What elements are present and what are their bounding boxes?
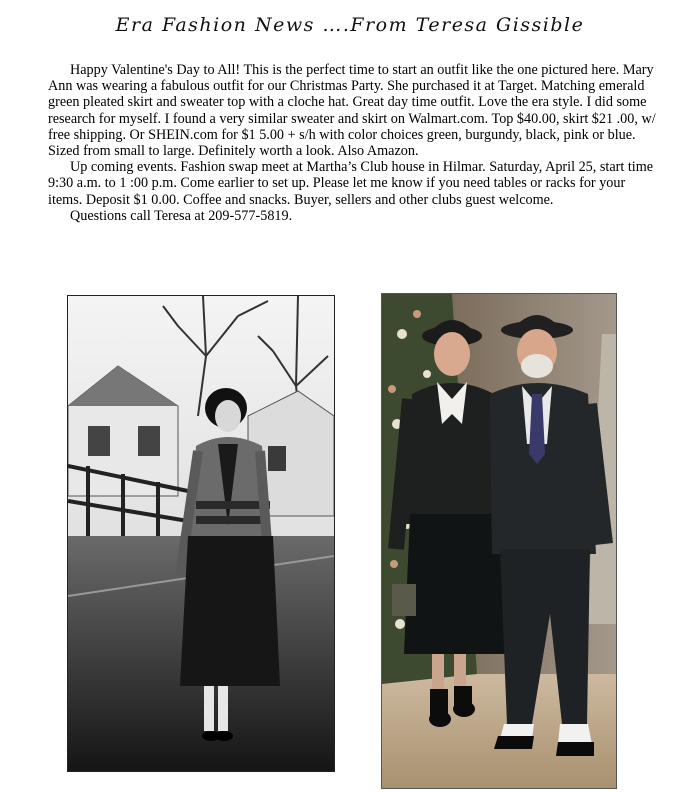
- article-paragraph: Up coming events. Fashion swap meet at Martha’s Club house in Hilmar. Saturday, April 25, start time 9:30 a.m. to 1 :00 p.m. Come earlier to set up. Please let me know if you need tables or racks for your items. Deposit $1 0.00. Coffee and snacks. Buyer, sellers and other clubs guest welcome.: [48, 159, 654, 208]
- couple-photo: [381, 293, 617, 789]
- page-title: Era Fashion News ….From Teresa Gissible: [115, 14, 585, 36]
- article-body: [48, 62, 656, 224]
- article-paragraph: Questions call Teresa at 209-577-5819.: [70, 207, 293, 224]
- article-paragraph: Happy Valentine's Day to All! This is the perfect time to start an outfit like the one pictured here. Mary Ann was wearing a fabulous outfit for our Christmas Party. She purchased it at Target. Matching emerald green pleated skirt and sweater top with a cloche hat. Great day time outfit. Love the era style. I did some research for myself. I found a very similar sweater and skirt on Walmart.com. Top $40.00, skirt $21 .00, w/ free shipping. Or SHEIN.com for $1 5.00 + s/h with color choices green, burgundy, black, pink or blue. Sized from small to large. Definitely worth a look. Also Amazon.: [48, 62, 656, 160]
- vintage-photo: [67, 295, 335, 772]
- vintage-photo-icon: [68, 296, 334, 771]
- couple-photo-icon: [382, 294, 616, 788]
